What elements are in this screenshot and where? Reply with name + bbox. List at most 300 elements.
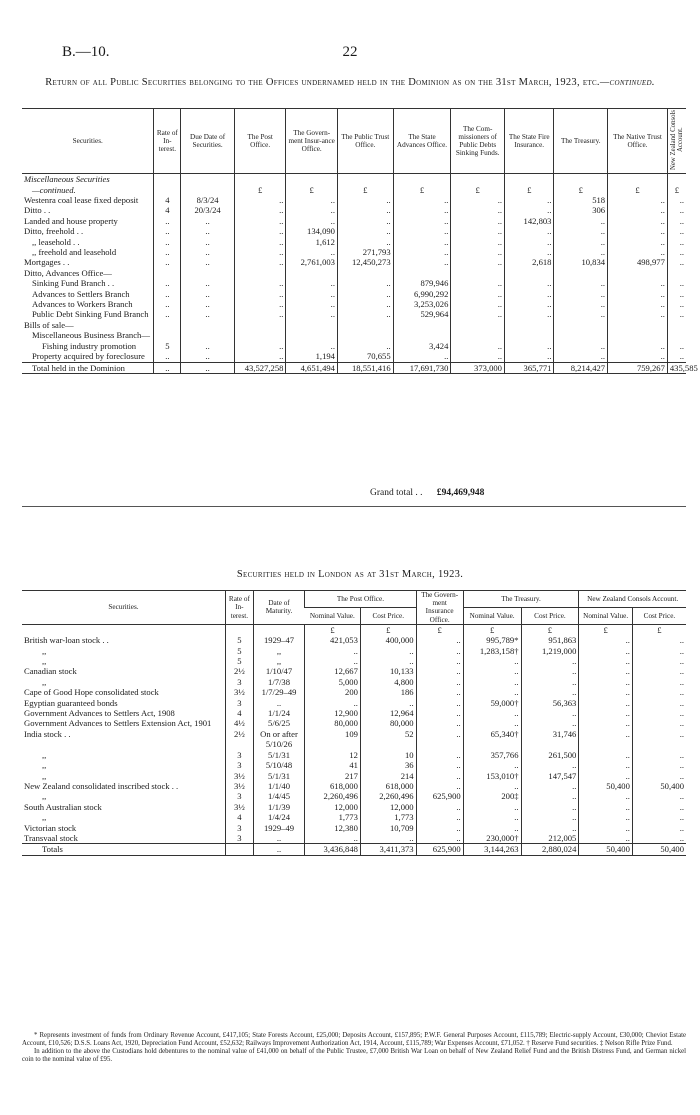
- table-cell: 12,450,273: [337, 257, 393, 267]
- table-cell: ..: [554, 278, 608, 288]
- table-cell: ..: [181, 257, 235, 267]
- table-cell: 8/3/24: [181, 195, 235, 205]
- table-cell: 518: [554, 195, 608, 205]
- table-cell: ..: [234, 237, 286, 247]
- table-cell: ..: [608, 216, 668, 226]
- table-cell: ..: [416, 771, 463, 781]
- table-cell: 6,990,292: [393, 289, 451, 299]
- table-cell: 2,618: [504, 257, 553, 267]
- table-cell: [337, 268, 393, 278]
- table-cell: ..: [416, 802, 463, 812]
- table-cell: ..: [579, 771, 633, 781]
- table-cell: ..: [504, 289, 553, 299]
- table-cell: 4: [225, 708, 253, 718]
- table-cell: ..: [286, 309, 338, 319]
- table-cell: 52: [360, 729, 416, 750]
- t1-col-header-text: The Govern-ment Insur-ance Office.: [288, 128, 335, 154]
- security-name: India stock . .: [24, 728, 71, 739]
- table-cell: 12,964: [360, 708, 416, 718]
- t1-col-header: [504, 109, 553, 174]
- total-cell: 18,551,416: [337, 362, 393, 373]
- table-cell: 1,283,158†: [463, 646, 521, 656]
- footnote: In addition to the above the Custodians hold debentures to the nominal value of £41,000 on behalf of the Public Trustee, £7,000 British War Loan on behalf of New Zealand Relief Fund and the British Distress Fund, and German nickel coin to the nominal value of £95.: [22, 1048, 686, 1063]
- table-cell: ..: [305, 656, 361, 666]
- t1-col-header-text: The Com-missioners of Public Debts Sinking Funds.: [455, 124, 500, 158]
- table-cell: ..: [579, 677, 633, 687]
- security-name: ,,: [42, 676, 47, 687]
- table-cell: ..: [608, 205, 668, 215]
- table-cell: [181, 330, 235, 340]
- table-cell: 10,834: [554, 257, 608, 267]
- security-name: ,,: [42, 770, 47, 781]
- table-cell: 20/3/24: [181, 205, 235, 215]
- table-cell: ..: [463, 823, 521, 833]
- security-name-text: ,, leasehold . .: [32, 236, 80, 247]
- table-cell: ..: [181, 351, 235, 362]
- table-row: [22, 330, 686, 340]
- table-cell: 142,803: [504, 216, 553, 226]
- footnotes: [22, 1032, 686, 1064]
- table-cell: [608, 320, 668, 330]
- t1-col-header-text: The Treasury.: [561, 137, 601, 145]
- dominion-securities-table: [22, 108, 698, 374]
- table-row: [22, 226, 686, 236]
- table-cell: ..: [632, 833, 686, 844]
- table-cell: 306: [554, 205, 608, 215]
- table-cell: ..: [608, 226, 668, 236]
- table-cell: ..: [579, 646, 633, 656]
- table-row: [22, 351, 686, 362]
- table-cell: [286, 268, 338, 278]
- table-cell: 3½: [225, 781, 253, 791]
- security-name: British war-loan stock . .: [24, 635, 109, 646]
- table-cell: ..: [451, 299, 505, 309]
- table-cell: ..: [667, 205, 686, 215]
- table-cell: 4: [225, 812, 253, 822]
- table-cell: 3½: [225, 802, 253, 812]
- table-cell: 5: [225, 635, 253, 645]
- table-cell: 59,000†: [463, 698, 521, 708]
- table-cell: [286, 174, 338, 185]
- table-cell: 147,547: [521, 771, 579, 781]
- table-cell: 134,090: [286, 226, 338, 236]
- t1-col-header-text: Securities.: [72, 137, 103, 145]
- t1-col-header-text: New Zealand Consols Account.: [669, 109, 684, 171]
- table-cell: ..: [451, 216, 505, 226]
- table-cell: ..: [154, 351, 181, 362]
- table-cell: 153,010†: [463, 771, 521, 781]
- table-row: [22, 309, 686, 319]
- total-cell: 3,411,373: [360, 844, 416, 855]
- t1-col-header: [181, 109, 235, 174]
- table-cell: ..: [521, 656, 579, 666]
- table-cell: ..: [181, 216, 235, 226]
- table-cell: £: [305, 624, 361, 635]
- table-cell: ..: [504, 237, 553, 247]
- table-cell: ..: [463, 781, 521, 791]
- table-cell: [234, 268, 286, 278]
- table-cell: ..: [463, 760, 521, 770]
- total-cell: 365,771: [504, 362, 553, 373]
- security-name: Government Advances to Settlers Extension Act, 1901: [24, 718, 212, 729]
- table-cell: ..: [579, 708, 633, 718]
- table-cell: 618,000: [305, 781, 361, 791]
- table-cell: ..: [393, 237, 451, 247]
- table-cell: 5,000: [305, 677, 361, 687]
- security-name: Government Advances to Settlers Act, 1908: [24, 708, 175, 719]
- table-row: [22, 247, 686, 257]
- table-cell: £: [463, 624, 521, 635]
- security-name: ,,: [42, 812, 47, 823]
- table-cell: ..: [154, 247, 181, 257]
- table-cell: 2½: [225, 729, 253, 750]
- table-cell: [667, 174, 686, 185]
- table-cell: £: [554, 185, 608, 195]
- table-cell: ..: [667, 351, 686, 362]
- table-cell: ..: [667, 299, 686, 309]
- grand-total-label: Grand total . .: [370, 488, 423, 498]
- table-row: [22, 708, 686, 718]
- table-cell: ..: [554, 237, 608, 247]
- table-row: [22, 791, 686, 801]
- table-cell: ..: [632, 823, 686, 833]
- table-cell: 4½: [225, 718, 253, 728]
- return-title-main: Return of all Public Securities belonging to the Offices undernamed held in the Dominion as on the 31st March, 1923, etc.: [45, 77, 600, 88]
- table-cell: ..: [416, 677, 463, 687]
- table-cell: £: [632, 624, 686, 635]
- table-cell: ..: [337, 309, 393, 319]
- table-cell: ..: [632, 687, 686, 697]
- table-cell: ..: [554, 247, 608, 257]
- security-name-text: Mortgages . .: [24, 257, 70, 268]
- table-row: [22, 320, 686, 330]
- table-cell: ..: [234, 247, 286, 257]
- table-cell: ..: [463, 687, 521, 697]
- table-cell: ..: [234, 299, 286, 309]
- table-cell: 1929–49: [253, 823, 304, 833]
- table-cell: [504, 330, 553, 340]
- table-cell: 10,709: [360, 823, 416, 833]
- table-cell: ..: [286, 299, 338, 309]
- table-cell: ..: [305, 833, 361, 844]
- table-cell: ..: [154, 237, 181, 247]
- total-cell: 50,400: [579, 844, 633, 855]
- table-cell: ..: [504, 278, 553, 288]
- security-name-text: Miscellaneous Business Branch—: [32, 330, 150, 341]
- table-cell: 498,977: [608, 257, 668, 267]
- table-cell: ..: [554, 289, 608, 299]
- table-cell: ..: [393, 257, 451, 267]
- table-cell: ..: [337, 216, 393, 226]
- table-cell: ..: [504, 299, 553, 309]
- security-name-text: Ditto, freehold . .: [24, 226, 84, 237]
- table-cell: ..: [554, 341, 608, 351]
- table-cell: £: [667, 185, 686, 195]
- table-cell: £: [393, 185, 451, 195]
- table-cell: 12,000: [360, 802, 416, 812]
- table-cell: ..: [337, 226, 393, 236]
- col-consols-cost: Cost Price.: [632, 607, 686, 624]
- security-name: ,,: [42, 656, 47, 667]
- table-row: [22, 205, 686, 215]
- table-cell: 12: [305, 750, 361, 760]
- security-name: [22, 278, 154, 288]
- col-post-cost: Cost Price.: [360, 607, 416, 624]
- table-cell: ..: [579, 812, 633, 822]
- table-cell: 1,612: [286, 237, 338, 247]
- table-row: [22, 781, 686, 791]
- table-cell: ..: [579, 760, 633, 770]
- table-row: [22, 185, 686, 195]
- table-cell: 879,946: [393, 278, 451, 288]
- table-cell: ..: [521, 677, 579, 687]
- page-header: [0, 44, 700, 64]
- security-name: New Zealand consolidated inscribed stock . .: [24, 780, 179, 791]
- table-cell: ..: [416, 708, 463, 718]
- table-cell: ..: [360, 833, 416, 844]
- t1-col-header: [286, 109, 338, 174]
- security-name: Canadian stock: [24, 666, 77, 677]
- table-cell: ..: [504, 247, 553, 257]
- table-cell: ..: [451, 289, 505, 299]
- table-cell: ..: [416, 833, 463, 844]
- table-cell: 56,363: [521, 698, 579, 708]
- t1-col-header: [667, 109, 686, 174]
- total-cell: 4,651,494: [286, 362, 338, 373]
- table-cell: ..: [608, 247, 668, 257]
- table-cell: ..: [451, 226, 505, 236]
- table-row: [22, 341, 686, 351]
- table-cell: [181, 174, 235, 185]
- table-cell: £: [451, 185, 505, 195]
- table-cell: ..: [416, 656, 463, 666]
- table-cell: ..: [393, 247, 451, 257]
- table-cell: ..: [608, 289, 668, 299]
- security-name-text: Ditto . .: [24, 205, 51, 216]
- col-govt-insurance: The Govern-ment Insurance Office.: [416, 591, 463, 625]
- t1-col-header: [451, 109, 505, 174]
- table-cell: ..: [632, 646, 686, 656]
- table-cell: ..: [154, 226, 181, 236]
- total-cell: 435,585: [667, 362, 686, 373]
- table-cell: ..: [234, 351, 286, 362]
- table-cell: ..: [234, 309, 286, 319]
- table-cell: ..: [416, 760, 463, 770]
- table-cell: ..: [451, 247, 505, 257]
- security-name: Victorian stock: [24, 822, 77, 833]
- table-cell: 10: [360, 750, 416, 760]
- table-cell: ..: [579, 833, 633, 844]
- table-cell: ..: [463, 708, 521, 718]
- total-cell: 373,000: [451, 362, 505, 373]
- table-cell: ..: [632, 677, 686, 687]
- table-cell: ..: [234, 226, 286, 236]
- table-cell: ..: [579, 635, 633, 645]
- table-cell: 36: [360, 760, 416, 770]
- table-cell: 200: [305, 687, 361, 697]
- security-name-text: Fishing industry promotion: [42, 340, 137, 351]
- total-row: [22, 844, 686, 855]
- table-row: [22, 624, 686, 635]
- page-number: 22: [342, 44, 358, 60]
- table-cell: ..: [632, 750, 686, 760]
- table-cell: [337, 174, 393, 185]
- table-cell: ..: [579, 750, 633, 760]
- t1-col-header-text: The Public Trust Office.: [341, 132, 390, 150]
- security-name-text: Bills of sale—: [24, 319, 74, 330]
- table-cell: ..: [632, 802, 686, 812]
- table-cell: ..: [416, 666, 463, 676]
- table-cell: ..: [286, 205, 338, 215]
- table-cell: ..: [504, 351, 553, 362]
- table-cell: ..: [416, 687, 463, 697]
- table-cell: 400,000: [360, 635, 416, 645]
- table-cell: ..: [463, 666, 521, 676]
- table-cell: ..: [632, 718, 686, 728]
- security-name: ,,: [42, 760, 47, 771]
- table-cell: [504, 268, 553, 278]
- table-row: [22, 771, 686, 781]
- table-cell: £: [579, 624, 633, 635]
- table-cell: ..: [554, 299, 608, 309]
- table-cell: ..: [337, 205, 393, 215]
- table-cell: 4: [154, 205, 181, 215]
- security-name: [22, 624, 225, 635]
- table-cell: [554, 268, 608, 278]
- table-cell: 186: [360, 687, 416, 697]
- table-cell: ..: [608, 341, 668, 351]
- table-cell: [608, 268, 668, 278]
- table-cell: 1/4/45: [253, 791, 304, 801]
- security-name-text: Miscellaneous Securities: [24, 174, 110, 185]
- table-row: [22, 646, 686, 656]
- table-cell: ..: [667, 237, 686, 247]
- table-cell: [451, 330, 505, 340]
- table-cell: ..: [181, 237, 235, 247]
- table-cell: ..: [632, 791, 686, 801]
- security-name: [22, 257, 154, 267]
- table-cell: 271,793: [337, 247, 393, 257]
- security-name: ,,: [42, 791, 47, 802]
- table-cell: 5: [225, 646, 253, 656]
- table-cell: 3: [225, 823, 253, 833]
- table-cell: [225, 624, 253, 635]
- table-cell: 5/6/25: [253, 718, 304, 728]
- t1-col-header-text: The Post Office.: [247, 132, 273, 150]
- col-consols: New Zealand Consols Account.: [579, 591, 686, 608]
- total-cell: 8,214,427: [554, 362, 608, 373]
- table-cell: ..: [416, 729, 463, 750]
- t1-col-header: [22, 109, 154, 174]
- total-cell: 3,436,848: [305, 844, 361, 855]
- table-cell: ..: [608, 309, 668, 319]
- table-cell: 3,253,026: [393, 299, 451, 309]
- table-cell: [181, 320, 235, 330]
- table-cell: ..: [632, 729, 686, 750]
- security-name-text: Landed and house property: [24, 215, 118, 226]
- table-cell: ..: [286, 216, 338, 226]
- table-cell: ..: [463, 802, 521, 812]
- security-name: [22, 330, 154, 340]
- table-cell: ..: [521, 823, 579, 833]
- col-post-office: The Post Office.: [305, 591, 416, 608]
- t1-col-header-text: Rate of In-terest.: [156, 128, 178, 154]
- table-cell: [393, 320, 451, 330]
- table-cell: [667, 330, 686, 340]
- table-cell: [154, 268, 181, 278]
- col-rate: Rate of In-terest.: [225, 591, 253, 625]
- table-cell: ..: [667, 341, 686, 351]
- table-cell: ..: [360, 646, 416, 656]
- london-title: Securities held in London as at 31st March, 1923.: [236, 569, 464, 580]
- table-cell: ..: [305, 646, 361, 656]
- security-name-text: Ditto, Advances Office—: [24, 267, 112, 278]
- table-cell: 1/1/24: [253, 708, 304, 718]
- table-cell: ..: [234, 257, 286, 267]
- table-cell: ..: [154, 299, 181, 309]
- security-name-text: Sinking Fund Branch . .: [32, 278, 115, 289]
- col-consols-nominal: Nominal Value.: [579, 607, 633, 624]
- table-cell: 4: [154, 195, 181, 205]
- t1-col-header: [337, 109, 393, 174]
- table-cell: ..: [504, 205, 553, 215]
- table-cell: ..: [181, 278, 235, 288]
- table-cell: ..: [579, 687, 633, 697]
- table-cell: ..: [554, 309, 608, 319]
- table-cell: ..: [521, 708, 579, 718]
- table-cell: [234, 330, 286, 340]
- t1-col-header: [554, 109, 608, 174]
- table-cell: [451, 320, 505, 330]
- table-cell: £: [234, 185, 286, 195]
- grand-total: [370, 488, 484, 498]
- table-cell: 50,400: [632, 781, 686, 791]
- table-cell: [154, 330, 181, 340]
- table-cell: ..: [305, 698, 361, 708]
- table-row: [22, 677, 686, 687]
- table-cell: ..: [667, 257, 686, 267]
- table-cell: 3: [225, 750, 253, 760]
- table-cell: [504, 320, 553, 330]
- security-name: [22, 341, 154, 351]
- t1-col-header-text: The Native Trust Office.: [613, 132, 662, 150]
- table-cell: ..: [504, 341, 553, 351]
- table-cell: ..: [632, 635, 686, 645]
- security-name: [22, 351, 154, 362]
- table-cell: ..: [504, 226, 553, 236]
- table-cell: [608, 174, 668, 185]
- table-cell: ..: [181, 226, 235, 236]
- table-cell: 12,380: [305, 823, 361, 833]
- t1-col-header-text: The State Advances Office.: [396, 132, 448, 150]
- table-cell: ..: [416, 635, 463, 645]
- table-cell: ..: [393, 195, 451, 205]
- table-cell: ..: [360, 656, 416, 666]
- table-cell: 200‡: [463, 791, 521, 801]
- table-cell: £: [286, 185, 338, 195]
- col-treasury-nominal: Nominal Value.: [463, 607, 521, 624]
- table-row: [22, 718, 686, 728]
- table-cell: [554, 330, 608, 340]
- security-name-text: Advances to Settlers Branch: [32, 288, 130, 299]
- table-cell: 1/7/38: [253, 677, 304, 687]
- table-cell: ..: [667, 216, 686, 226]
- table-cell: 529,964: [393, 309, 451, 319]
- table-cell: [337, 330, 393, 340]
- security-name: [22, 299, 154, 309]
- table-cell: 230,000†: [463, 833, 521, 844]
- table-cell: ..: [416, 781, 463, 791]
